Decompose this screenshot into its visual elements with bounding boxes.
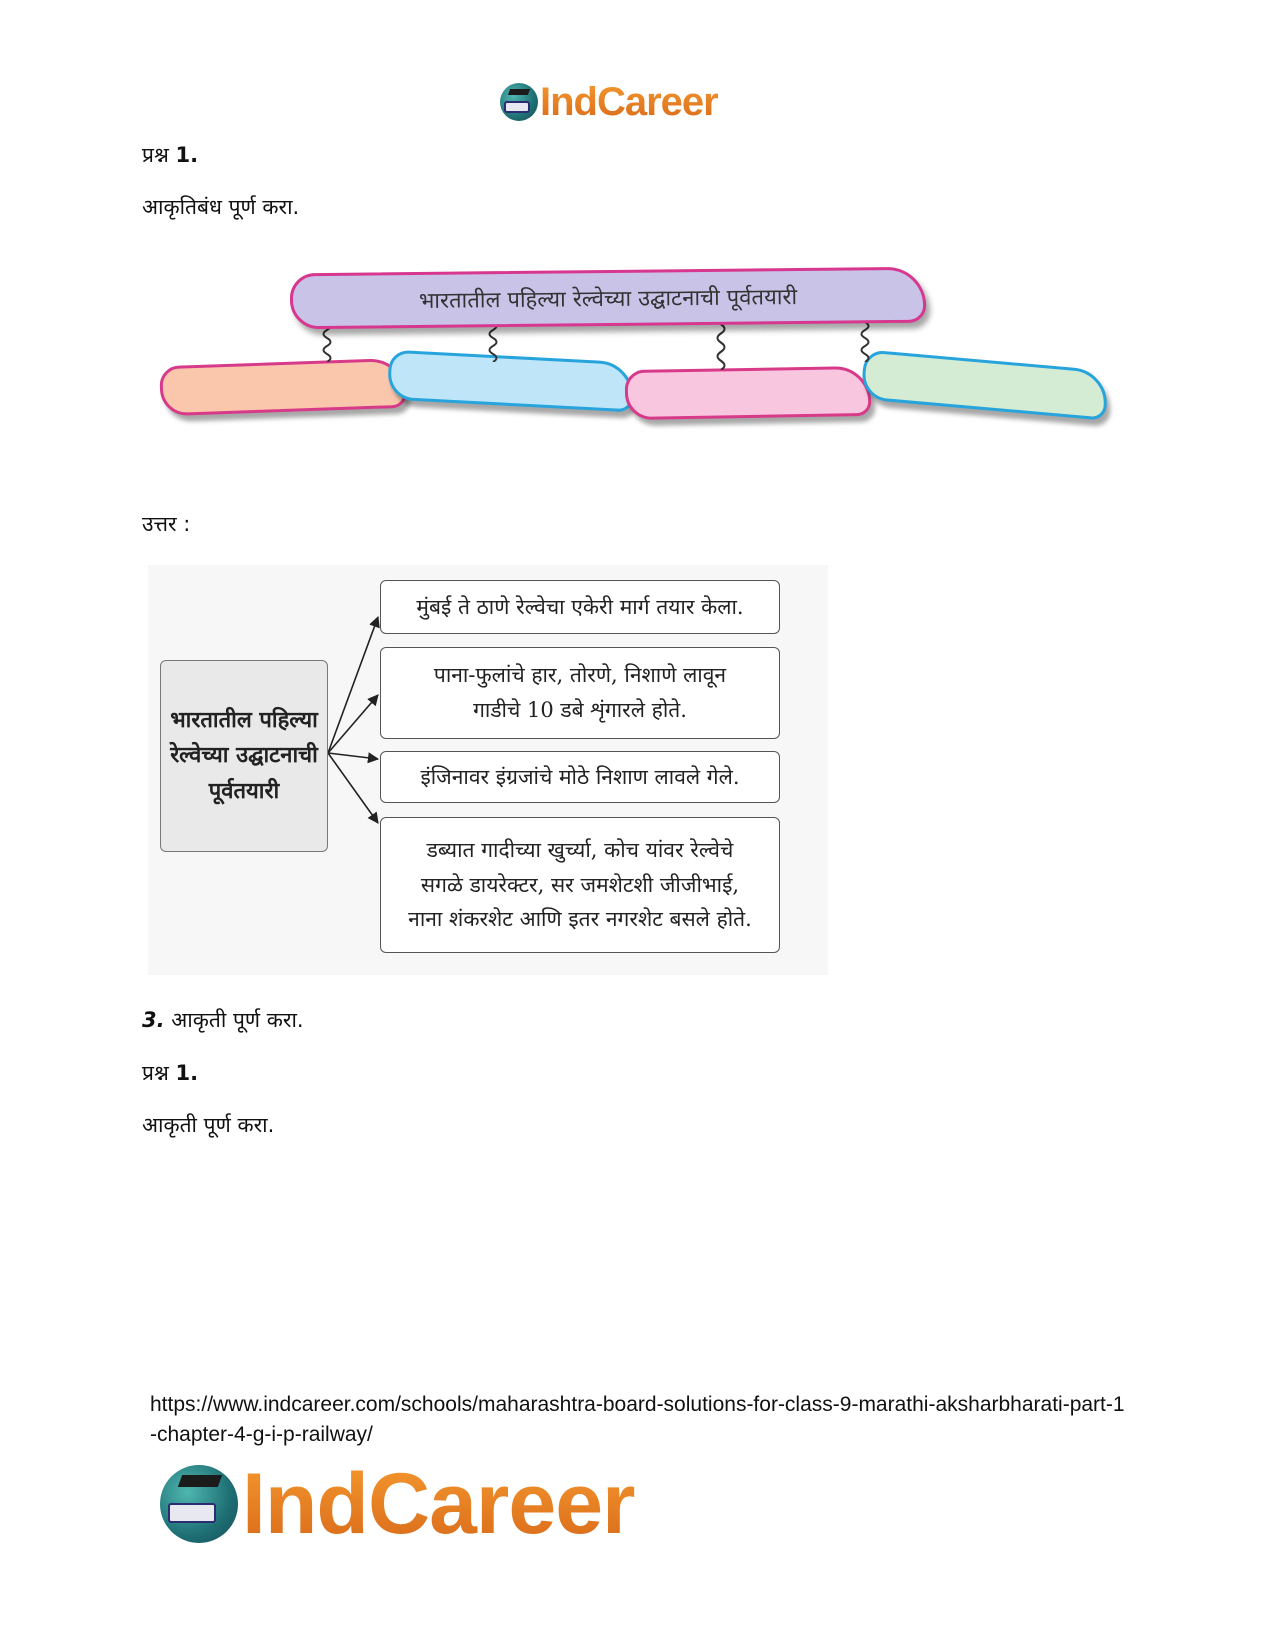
globe-icon [500, 83, 538, 121]
question-number: 1. [175, 1061, 199, 1085]
indcareer-logo [160, 1455, 635, 1552]
empty-box [860, 349, 1109, 420]
answer-diagram [148, 565, 828, 975]
question-instruction: आकृतिबंध पूर्ण करा. [142, 195, 300, 219]
center-concept: भारतातील पहिल्या रेल्वेच्या उद्घाटनाची पूर्वतयारी [160, 660, 328, 852]
logo-text: IndCareer [540, 79, 718, 124]
empty-box [159, 358, 407, 417]
logo-text: IndCareer [242, 1455, 635, 1552]
question-heading [142, 1061, 198, 1086]
answer-label: उत्तर : [142, 512, 191, 536]
globe-icon [160, 1465, 238, 1543]
question-instruction: आकृती पूर्ण करा. [142, 1113, 275, 1137]
source-link[interactable]: https://www.indcareer.com/schools/maharashtra-board-solutions-for-class-9-marathi-aksharbharati-part-1-chapter-4-g-i-p-railway/ [150, 1393, 1125, 1446]
answer-item: इंजिनावर इंग्रजांचे मोठे निशाण लावले गेले. [380, 751, 780, 803]
question-number: 1. [175, 143, 199, 167]
question-heading [142, 143, 198, 168]
answer-item: पाना-फुलांचे हार, तोरणे, निशाणे लावून गाडीचे 10 डबे शृंगारले होते. [380, 647, 780, 739]
empty-box [625, 366, 872, 420]
empty-box [387, 350, 635, 413]
diagram-title: भारतातील पहिल्या रेल्वेच्या उद्घाटनाची पूर्वतयारी [290, 267, 927, 330]
answer-item: मुंबई ते ठाणे रेल्वेचा एकेरी मार्ग तयार केला. [380, 580, 780, 634]
section-heading [142, 1008, 304, 1033]
question-label: प्रश्न [142, 1061, 169, 1085]
indcareer-logo [500, 78, 718, 126]
question-diagram [150, 260, 1135, 460]
question-label: प्रश्न [142, 143, 169, 167]
section-title: आकृती पूर्ण करा. [171, 1008, 304, 1032]
answer-item: डब्यात गादीच्या खुर्च्या, कोच यांवर रेल्वेचे सगळे डायरेक्टर, सर जमशेटशी जीजीभाई, नाना शंकरशेट आणि इतर नगरशेट बसले होते. [380, 817, 780, 953]
section-number: 3. [142, 1008, 165, 1032]
